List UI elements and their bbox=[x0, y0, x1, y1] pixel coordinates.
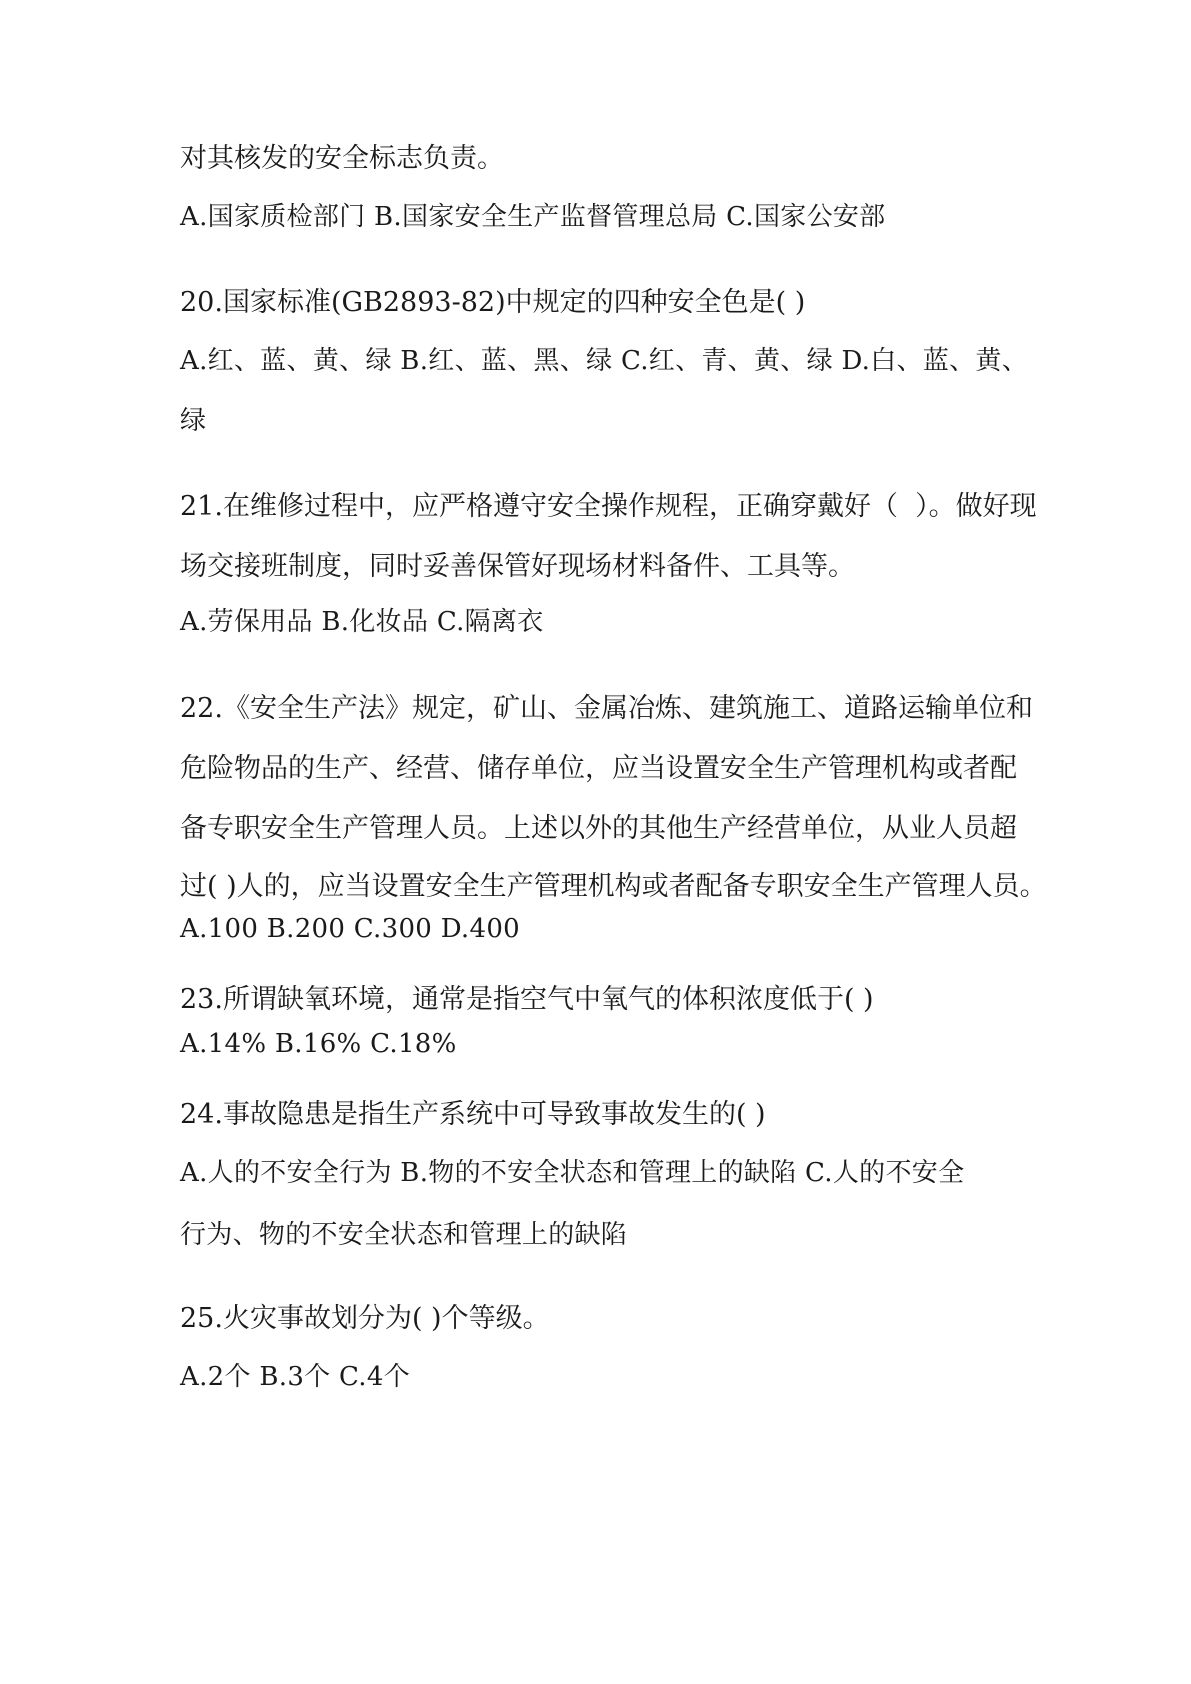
options-q22: A.100 B.200 C.300 D.400 bbox=[180, 914, 521, 944]
options-q21: A.劳保用品 B.化妆品 C.隔离衣 bbox=[180, 607, 544, 637]
question-20: 20.国家标准(GB2893-82)中规定的四种安全色是( ) bbox=[180, 287, 806, 318]
options-q25: A.2个 B.3个 C.4个 bbox=[180, 1362, 410, 1392]
question-21: 21.在维修过程中，应严格遵守安全操作规程，正确穿戴好（ ）。做好现 bbox=[180, 491, 1037, 522]
question-22-cont-1: 危险物品的生产、经营、储存单位，应当设置安全生产管理机构或者配 bbox=[180, 753, 1017, 784]
options-q24: A.人的不安全行为 B.物的不安全状态和管理上的缺陷 C.人的不安全 bbox=[180, 1158, 965, 1188]
options-q20: A.红、蓝、黄、绿 B.红、蓝、黑、绿 C.红、青、黄、绿 D.白、蓝、黄、 bbox=[180, 346, 1029, 376]
options-q24-cont: 行为、物的不安全状态和管理上的缺陷 bbox=[180, 1220, 628, 1250]
options-q23: A.14% B.16% C.18% bbox=[180, 1029, 457, 1059]
text-line-continuation: 对其核发的安全标志负责。 bbox=[180, 143, 504, 174]
options-q19: A.国家质检部门 B.国家安全生产监督管理总局 C.国家公安部 bbox=[180, 202, 886, 232]
question-25: 25.火灾事故划分为( )个等级。 bbox=[180, 1303, 550, 1334]
options-q20-cont: 绿 bbox=[180, 406, 207, 436]
question-23: 23.所谓缺氧环境，通常是指空气中氧气的体积浓度低于( ) bbox=[180, 984, 874, 1015]
question-24: 24.事故隐患是指生产系统中可导致事故发生的( ) bbox=[180, 1099, 766, 1130]
question-21-cont: 场交接班制度，同时妥善保管好现场材料备件、工具等。 bbox=[180, 551, 855, 582]
question-22-cont-2: 备专职安全生产管理人员。上述以外的其他生产经营单位，从业人员超 bbox=[180, 813, 1017, 844]
question-22-cont-3: 过( )人的，应当设置安全生产管理机构或者配备专职安全生产管理人员。 bbox=[180, 871, 1047, 902]
question-22: 22.《安全生产法》规定，矿山、金属冶炼、建筑施工、道路运输单位和 bbox=[180, 693, 1033, 724]
